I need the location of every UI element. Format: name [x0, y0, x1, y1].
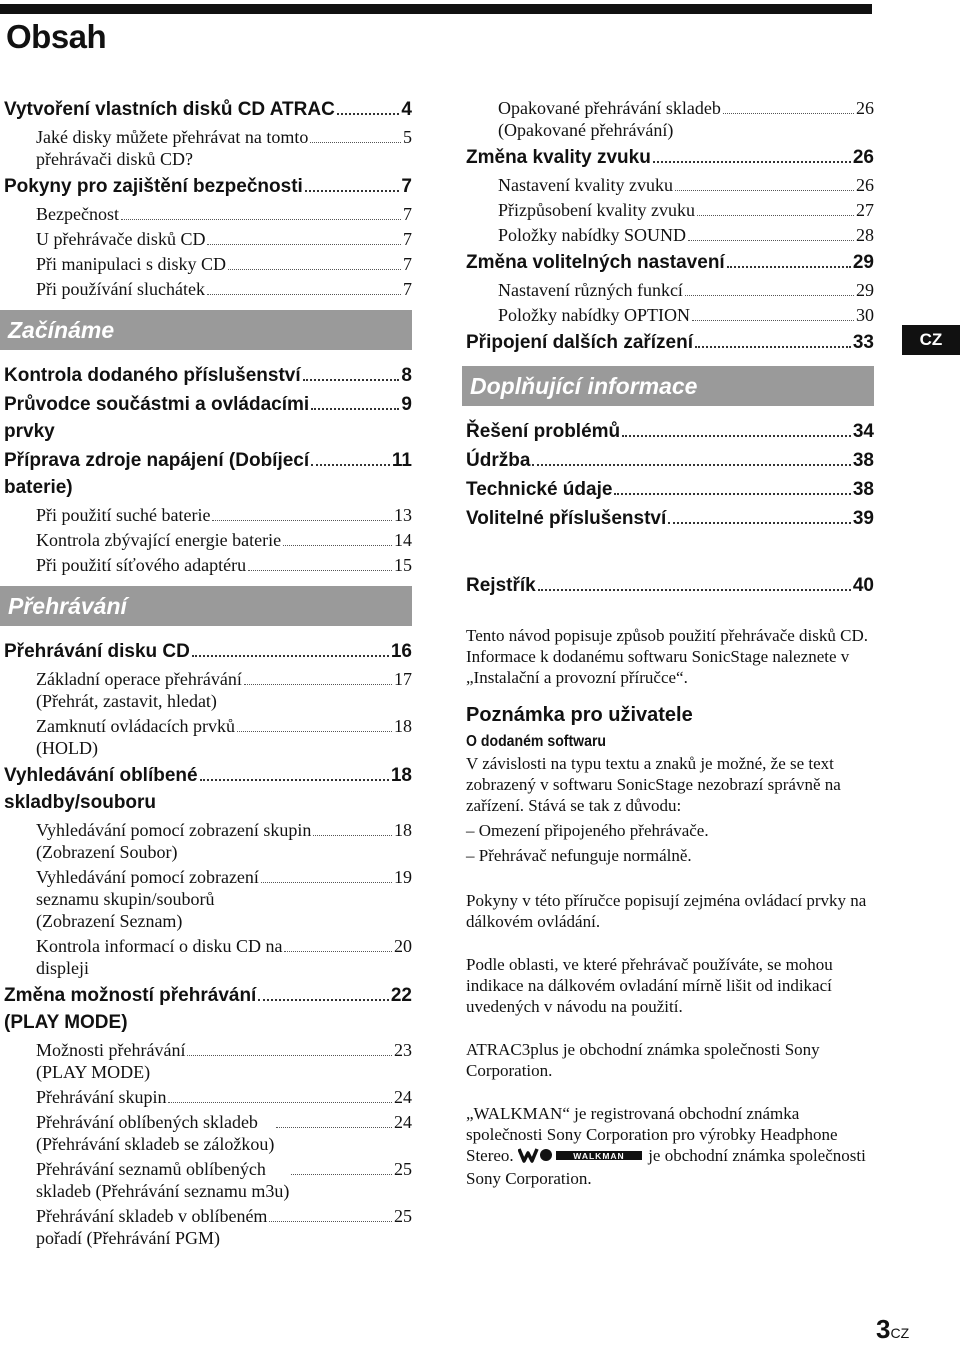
- toc-entry-page: 28: [856, 225, 874, 245]
- language-tab: CZ: [902, 325, 960, 355]
- page-lang: CZ: [890, 1325, 910, 1341]
- toc-entry-sub[interactable]: [498, 304, 874, 326]
- walkman-logo: [518, 1147, 644, 1168]
- dot-leader: [614, 493, 850, 495]
- dot-leader: [532, 464, 850, 466]
- toc-entry-main[interactable]: [4, 762, 412, 816]
- toc-entry-main[interactable]: [4, 638, 412, 665]
- toc-entry-page: 40: [852, 575, 874, 596]
- toc-entry-label: Při manipulaci s disky CD: [36, 254, 226, 274]
- toc-entry-main[interactable]: [466, 418, 874, 445]
- toc-entry-main[interactable]: [466, 249, 874, 276]
- toc-entry-main[interactable]: [4, 96, 412, 123]
- toc-entry-label: Možnosti přehrávání (PLAY MODE): [36, 1040, 186, 1082]
- toc-entry-page: 11: [391, 450, 412, 471]
- svg-text:WALKMAN: WALKMAN: [573, 1150, 625, 1161]
- dot-leader: [192, 655, 389, 657]
- toc-entry-label: Přehrávání skladeb v oblíbeném pořadí (Přehrávání PGM): [36, 1206, 268, 1248]
- toc-entry-main[interactable]: [466, 476, 874, 503]
- toc-entry-page: 26: [856, 98, 874, 118]
- toc-entry-main[interactable]: [4, 391, 412, 445]
- toc-entry-page: 4: [401, 99, 412, 120]
- toc-entry-page: 16: [390, 641, 412, 662]
- section-heading: Přehrávání: [0, 586, 412, 626]
- remote-paragraph: Pokyny v této příručce popisují zejména ovládací prvky na dálkovém ovládání.: [466, 891, 867, 931]
- toc-entry-sub[interactable]: [36, 203, 412, 225]
- toc-entry-page: 33: [852, 332, 874, 353]
- toc-entry-label: Zamknutí ovládacích prvků (HOLD): [36, 716, 235, 758]
- toc-entry-main[interactable]: [466, 572, 874, 599]
- toc-right-list: [462, 97, 874, 599]
- toc-entry-label: Kontrola zbývající energie baterie: [36, 530, 282, 550]
- walkman-trademark-text: „WALKMAN“ je registrovaná obchodní známka společnosti Sony Corporation pro výrobky Headphone Stereo.: [466, 1104, 838, 1165]
- toc-entry-page: 24: [394, 1112, 412, 1132]
- dot-leader: [291, 1174, 392, 1175]
- toc-right-column: [462, 94, 874, 1189]
- toc-entry-label: Údržba: [466, 450, 531, 471]
- toc-entry-label: Pokyny pro zajištění bezpečnosti: [4, 176, 303, 197]
- note-text: V závislosti na typu textu a znaků je možné, že se text zobrazený v softwaru SonicStage nezobrazí správně na zařízení. Stává se tak z důvodu:: [466, 754, 841, 815]
- dot-leader: [685, 295, 854, 296]
- toc-entry-page: 20: [394, 936, 412, 956]
- dot-leader: [692, 320, 854, 321]
- dot-leader: [697, 215, 854, 216]
- toc-entry-label: Technické údaje: [466, 479, 613, 500]
- dot-leader: [207, 244, 401, 245]
- toc-entry-label: Nastavení kvality zvuku: [498, 175, 673, 195]
- toc-entry-label: Při použití síťového adaptéru: [36, 555, 247, 575]
- toc-entry-main[interactable]: [466, 447, 874, 474]
- note-heading: Poznámka pro uživatele: [466, 704, 693, 726]
- toc-entry-sub[interactable]: [498, 97, 874, 141]
- toc-entry-page: 29: [856, 280, 874, 300]
- dot-leader: [311, 408, 399, 410]
- toc-entry-sub[interactable]: [498, 199, 874, 221]
- toc-entry-sub[interactable]: [36, 935, 412, 979]
- toc-entry-label: Průvodce součástmi a ovládacími prvky: [4, 394, 310, 442]
- toc-entry-page: 26: [852, 147, 874, 168]
- toc-entry-label: Změna volitelných nastavení: [466, 252, 725, 273]
- toc-entry-page: 25: [394, 1159, 412, 1179]
- dot-leader: [261, 882, 392, 883]
- walkman-trademark-paragraph: [466, 1103, 874, 1189]
- toc-entry-page: 22: [390, 985, 412, 1006]
- toc-entry-main[interactable]: [466, 329, 874, 356]
- toc-entry-label: Kontrola informací o disku CD na displeji: [36, 936, 283, 978]
- dot-leader: [310, 142, 401, 143]
- dot-leader: [207, 294, 401, 295]
- section-heading: Doplňující informace: [462, 366, 874, 406]
- toc-entry-sub[interactable]: [36, 504, 412, 526]
- page-title: Obsah: [6, 18, 107, 55]
- toc-entry-sub[interactable]: [36, 529, 412, 551]
- intro-paragraph: Tento návod popisuje způsob použití přehrávače disků CD. Informace k dodanému softwaru SonicStage naleznete v „Instalační a provozní příručce“.: [466, 626, 868, 687]
- toc-entry-page: 17: [394, 669, 412, 689]
- dot-leader: [276, 1127, 392, 1128]
- toc-entry-main[interactable]: [466, 505, 874, 532]
- toc-entry-page: 9: [401, 394, 412, 415]
- toc-entry-page: 25: [394, 1206, 412, 1226]
- toc-entry-page: 7: [401, 176, 412, 197]
- toc-entry-page: 38: [852, 450, 874, 471]
- toc-entry-label: Kontrola dodaného příslušenství: [4, 365, 301, 386]
- toc-entry-label: Přehrávání disku CD: [4, 641, 190, 662]
- toc-entry-sub[interactable]: [36, 554, 412, 576]
- toc-entry-page: 5: [403, 127, 412, 147]
- toc-entry-main[interactable]: [4, 447, 412, 501]
- dot-leader: [237, 731, 392, 732]
- page-number: [876, 1314, 909, 1345]
- region-paragraph: Podle oblasti, ve které přehrávač používáte, se mohou indikace na dálkovém ovladání mírně lišit od indikací uvedených v návodu na použití.: [466, 955, 833, 1016]
- toc-entry-sub[interactable]: [36, 1111, 412, 1155]
- dot-leader: [284, 951, 392, 952]
- toc-entry-page: 26: [856, 175, 874, 195]
- dot-leader: [283, 545, 392, 546]
- toc-entry-page: 7: [403, 279, 412, 299]
- toc-entry-sub[interactable]: [36, 1158, 412, 1202]
- toc-entry-sub[interactable]: [498, 224, 874, 246]
- note-bullet-2: – Přehrávač nefunguje normálně.: [466, 846, 692, 865]
- toc-entry-sub[interactable]: [36, 715, 412, 759]
- dot-leader: [313, 835, 392, 836]
- toc-entry-page: 15: [394, 555, 412, 575]
- toc-entry-label: Volitelné příslušenství: [466, 508, 667, 529]
- toc-entry-sub[interactable]: [36, 668, 412, 712]
- toc-entry-page: 23: [394, 1040, 412, 1060]
- toc-entry-page: 34: [852, 421, 874, 442]
- note-bullet-1: – Omezení připojeného přehrávače.: [466, 821, 709, 840]
- toc-entry-label: Vyhledávání pomocí zobrazení skupin (Zobrazení Soubor): [36, 820, 312, 862]
- toc-entry-label: Rejstřík: [466, 575, 536, 596]
- dot-leader: [121, 219, 401, 220]
- dot-leader: [311, 464, 390, 466]
- walkman-trademark-text-2: je obchodní známka společnosti Sony Corporation.: [466, 1146, 866, 1188]
- toc-entry-sub[interactable]: [36, 253, 412, 275]
- toc-entry-sub[interactable]: [498, 174, 874, 196]
- dot-leader: [258, 999, 389, 1001]
- note-subheading: O dodaném softwaru: [466, 733, 607, 750]
- toc-entry-main[interactable]: [466, 144, 874, 171]
- toc-entry-sub[interactable]: [36, 126, 412, 170]
- toc-entry-label: Řešení problémů: [466, 421, 621, 442]
- dot-leader: [727, 266, 851, 268]
- toc-entry-label: U přehrávače disků CD: [36, 229, 206, 249]
- toc-entry-label: Přehrávání skupin: [36, 1087, 167, 1107]
- dot-leader: [622, 435, 851, 437]
- dot-leader: [303, 379, 400, 381]
- atrac-trademark-paragraph: ATRAC3plus je obchodní známka společnosti Sony Corporation.: [466, 1040, 820, 1080]
- toc-entry-label: Příprava zdroje napájení (Dobíjecí baterie): [4, 450, 310, 498]
- toc-entry-sub[interactable]: [36, 819, 412, 863]
- dot-leader: [668, 522, 851, 524]
- toc-entry-page: 38: [852, 479, 874, 500]
- toc-entry-page: 7: [403, 254, 412, 274]
- toc-entry-label: Při používání sluchátek: [36, 279, 205, 299]
- dot-leader: [337, 113, 400, 115]
- dot-leader: [187, 1055, 392, 1056]
- toc-entry-page: 30: [856, 305, 874, 325]
- toc-spacer: [462, 532, 874, 570]
- toc-entry-sub[interactable]: [498, 279, 874, 301]
- toc-entry-main[interactable]: [4, 173, 412, 200]
- toc-entry-page: 7: [403, 204, 412, 224]
- dot-leader: [653, 161, 851, 163]
- toc-entry-label: Změna kvality zvuku: [466, 147, 651, 168]
- dot-leader: [168, 1102, 392, 1103]
- dot-leader: [688, 240, 854, 241]
- toc-entry-label: Vyhledávání oblíbené skladby/souboru: [4, 765, 198, 813]
- dot-leader: [695, 346, 851, 348]
- toc-entry-label: Přehrávání seznamů oblíbených skladeb (Přehrávání seznamu m3u): [36, 1159, 290, 1201]
- page-number-value: 3: [876, 1314, 891, 1344]
- toc-entry-label: Jaké disky můžete přehrávat na tomto přehrávači disků CD?: [36, 127, 309, 169]
- toc-entry-page: 7: [403, 229, 412, 249]
- dot-leader: [200, 779, 389, 781]
- dot-leader: [244, 684, 392, 685]
- toc-entry-label: Přehrávání oblíbených skladeb (Přehrávání skladeb se záložkou): [36, 1112, 275, 1154]
- toc-entry-sub[interactable]: [36, 1205, 412, 1249]
- toc-entry-page: 18: [394, 716, 412, 736]
- dot-leader: [538, 589, 851, 591]
- toc-left-column: [0, 94, 412, 1252]
- toc-entry-sub[interactable]: [36, 278, 412, 300]
- dot-leader: [248, 570, 392, 571]
- toc-entry-page: 13: [394, 505, 412, 525]
- toc-entry-label: Vytvoření vlastních disků CD ATRAC: [4, 99, 335, 120]
- toc-entry-label: Nastavení různých funkcí: [498, 280, 683, 300]
- dot-leader: [675, 190, 854, 191]
- toc-entry-page: 27: [856, 200, 874, 220]
- dot-leader: [723, 113, 854, 114]
- toc-entry-main[interactable]: [4, 362, 412, 389]
- section-heading: Začínáme: [0, 310, 412, 350]
- toc-entry-sub[interactable]: [36, 228, 412, 250]
- toc-entry-page: 18: [394, 820, 412, 840]
- dot-leader: [212, 520, 392, 521]
- dot-leader: [269, 1221, 392, 1222]
- toc-entry-page: 8: [401, 365, 412, 386]
- toc-entry-label: Připojení dalších zařízení: [466, 332, 694, 353]
- toc-entry-page: 29: [852, 252, 874, 273]
- toc-entry-sub[interactable]: [36, 1086, 412, 1108]
- toc-entry-page: 18: [390, 765, 412, 786]
- toc-entry-label: Položky nabídky OPTION: [498, 305, 690, 325]
- toc-entry-label: Při použití suché baterie: [36, 505, 211, 525]
- toc-entry-label: Opakované přehrávání skladeb (Opakované přehrávání): [498, 98, 721, 140]
- toc-entry-main[interactable]: [4, 982, 412, 1036]
- dot-leader: [228, 269, 401, 270]
- toc-entry-page: 39: [852, 508, 874, 529]
- toc-entry-label: Přizpůsobení kvality zvuku: [498, 200, 695, 220]
- toc-entry-label: Změna možností přehrávání (PLAY MODE): [4, 985, 257, 1033]
- toc-entry-page: 24: [394, 1087, 412, 1107]
- toc-entry-sub[interactable]: [36, 1039, 412, 1083]
- toc-entry-label: Základní operace přehrávání (Přehrát, zastavit, hledat): [36, 669, 242, 711]
- toc-entry-label: Vyhledávání pomocí zobrazení seznamu skupin/souborů (Zobrazení Seznam): [36, 867, 259, 931]
- dot-leader: [305, 190, 400, 192]
- toc-entry-label: Položky nabídky SOUND: [498, 225, 686, 245]
- toc-entry-sub[interactable]: [36, 866, 412, 932]
- toc-entry-label: Bezpečnost: [36, 204, 119, 224]
- top-rule: [0, 4, 872, 14]
- toc-entry-page: 14: [394, 530, 412, 550]
- toc-entry-page: 19: [394, 867, 412, 887]
